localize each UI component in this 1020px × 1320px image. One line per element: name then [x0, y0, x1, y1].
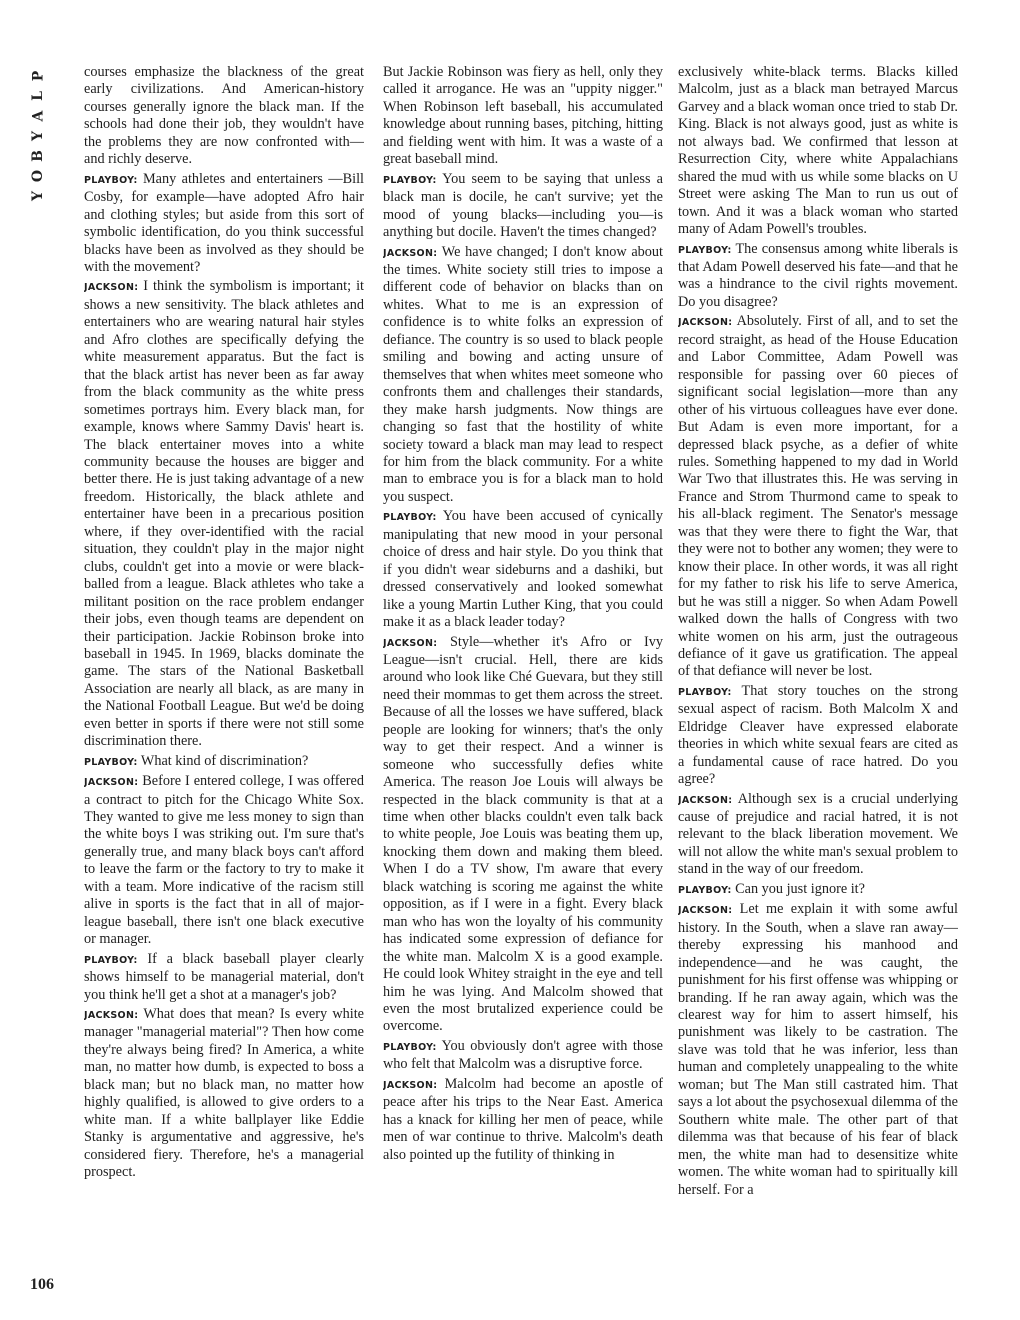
interview-paragraph — [383, 1076, 663, 1164]
paragraph-text: Let me explain it with some awful history. In the South, when a slave ran away—thereby expressing his manhood and independence—and he was caught, the punishment for his first offense was whipping or branding. If he ran away again, which was the clearest way for him to assert himself, his punishment was likely to be castration. The slave was told that he was inferior, less than human and completely unappealing to the white woman; but The Man still castrated him. That says a lot about the psychosexual dilemma of the Southern white male. The other part of that dilemma was that because of his fear of black men, the white man had to desensitize white women. The white woman had to spiritually kill herself. For a — [678, 901, 958, 1198]
paragraph-text: Style—whether it's Afro or Ivy League—isn't crucial. Hell, there are kids around who look like Ché Guevara, but they still need their mommas to get them across the street. Because of all the losses we have suffered, black people are looking for winners; that's the only way to get their respect. And a winner is someone who successfully defies white America. The reason Joe Louis will always be respected in the black community is that at a time when other blacks couldn't even talk back to white people, Joe Louis was beating them up, knocking them down and making them bleed. When I do a TV show, I'm aware that every black watching is scoring me against the white opposition, as if I were in a fight. Every black man who has won the loyalty of his community has indicated some expression of defiance for the white man. Malcolm X is a good example. He could look Whitey straight in the eye and tell him he was lying. And Malcolm showed that even the most brutalized experience could be overcome. — [383, 633, 663, 1035]
paragraph-text: That story touches on the strong sexual aspect of racism. Both Malcolm X and Eldridge Cleaver have expressed elaborate theories in which white sexual fears are cited as a fundamental cause of race hatred. Do you agree? — [678, 682, 958, 788]
playboy-masthead — [26, 66, 56, 206]
speaker-label: JACKSON: — [84, 1010, 139, 1022]
paragraph-text: courses emphasize the blackness of the great early civilizations. And American-history courses generally ignore the black man. If the schools had done their job, they wouldn't have the problems they are now confronted with—and richly deserve. — [84, 64, 364, 168]
speaker-label: PLAYBOY: — [678, 686, 732, 698]
speaker-label: JACKSON: — [383, 637, 438, 649]
speaker-label: PLAYBOY: — [84, 756, 138, 768]
speaker-label: JACKSON: — [383, 1079, 438, 1091]
paragraph-text: We have changed; I don't know about the times. White society still tries to impose a different code of behavior on blacks than on whites. What to me is an expression of confidence is to white folks an expression of defiance. The country is so used to black people smiling and bowing and acting unsure of themselves that when whites meet someone who confronts them and challenges their standards, they make harsh judgments. Now things are changing so fast that the hostility of white society toward a black man may lead to respect for him from the black community. For a white man to embrace you is for a black man to hold you suspect. — [383, 243, 663, 505]
paragraph-text: exclusively white-black terms. Blacks killed Malcolm, just as a black man betrayed Marcus Garvey and a black woman once tried to stab Dr. King. Black is not always good, just as white is not always bad. We confirmed that lesson at Resurrection City, where white Appalachians shared the mud with us while some blacks on U Street were asking The Man to run us out of town. And it was a black woman who started many of Adam Powell's troubles. — [678, 64, 958, 238]
paragraph-text: What kind of discrimination? — [140, 752, 309, 769]
interview-paragraph — [84, 64, 364, 169]
paragraph-text: You seem to be saying that unless a black man is docile, he can't survive; yet the mood of young blacks—including you—is anything but docile. Haven't the times changed? — [383, 170, 663, 241]
speaker-label: JACKSON: — [84, 777, 139, 789]
interview-paragraph — [383, 508, 663, 631]
interview-paragraph — [383, 171, 663, 242]
masthead-letter: L — [30, 91, 46, 101]
speaker-label: PLAYBOY: — [84, 954, 138, 966]
interview-paragraph — [678, 683, 958, 789]
interview-paragraph — [678, 241, 958, 312]
paragraph-text: Before I entered college, I was offered a contract to pitch for the Chicago White Sox. They wanted to give me less money to sign than the white boys I was striking out. I'm sure that's generally true, and many black boys can't afford to leave the farm or the factory to try to make it with a team. More indicative of the racism still alive in sports is the fact that in all of major-league baseball, there isn't one black executive or manager. — [84, 773, 364, 948]
speaker-label: JACKSON: — [383, 247, 438, 259]
paragraph-text: Absolutely. First of all, and to set the record straight, as head of the House Education and Labor Committee, Adam Powell was responsible for passing over 60 pieces of significant social legislation—more than any other of his virtuous colleagues have ever done. But Adam is even more important, for a depressed black psyche, as a defier of white rules. Something happened to my dad in World War Two that illustrates this. He was serving in France and Strom Thurmond came to speak to his all-black regiment. The Senator's message was that they were there to fight the War, that they were not to bother any women; they were to know their place. In other words, it was all right for my father to risk his life to serve America, but he was still a nigger. So when Adam Powell walked down the halls of Congress with two white women on his arm, just the outrageous defiance of it gave us gratification. The appeal of that defiance will never be lost. — [678, 313, 958, 680]
paragraph-text: I think the symbolism is important; it shows a new sensitivity. The black athletes and entertainers who are wearing natural hair styles and Afro clothes are specifically defying the white measurement apparatus. But the fact is that the black artist has never been as far away from the black community as the white press sometimes portrays him. Every black man, for example, knows where Sammy Davis' heart is. The black entertainer moves into a white community because the houses are bigger and better there. He is just taking advantage of a new freedom. Historically, the black athlete and entertainer have been in a precarious position where, if they over-identified with the racial situation, they couldn't play in the major night clubs, couldn't get into a movie or were black-balled from a league. Black athletes who take a militant position on the race problem endanger their jobs, even though teams are dependent on their participation. Jackie Robinson broke into baseball in 1945. In 1969, blacks dominate the game. The stars of the National Basketball Association are nearly all black, as are many in the National Football League. But we'd be doing even better in sports if there were not still some discrimination there. — [84, 278, 364, 750]
speaker-label: PLAYBOY: — [383, 1041, 437, 1053]
speaker-label: JACKSON: — [678, 794, 733, 806]
interview-paragraph — [84, 753, 364, 771]
masthead-letter: A — [30, 110, 46, 122]
interview-paragraph — [678, 881, 958, 899]
interview-paragraph — [678, 313, 958, 681]
interview-paragraph — [678, 901, 958, 1199]
interview-paragraph — [383, 244, 663, 507]
interview-paragraph — [84, 951, 364, 1004]
paragraph-text: You have been accused of cynically manipulating that new mood in your personal choice of dress and hair style. Do you think that if you didn't wear sideburns and a dashiki, but dressed conservatively and looked somewhat like a young Martin Luther King, that you could make it as a black leader today? — [383, 508, 663, 631]
interview-paragraph — [383, 634, 663, 1036]
masthead-letter: P — [30, 70, 46, 82]
masthead-letter: O — [29, 169, 46, 183]
paragraph-text: Can you just ignore it? — [735, 880, 865, 897]
paragraph-text: Many athletes and entertainers —Bill Cosby, for example—have adopted Afro hair and clothing styles; but aside from this sort of symbolic identification, do you think successful blacks have been as involved as they should be with the movement? — [84, 170, 364, 275]
speaker-label: JACKSON: — [678, 905, 733, 917]
masthead-letter: Y — [30, 131, 46, 141]
speaker-label: JACKSON: — [84, 282, 139, 294]
interview-paragraph — [678, 791, 958, 879]
interview-paragraph — [84, 773, 364, 949]
masthead-letter: Y — [30, 191, 46, 201]
interview-paragraph — [383, 64, 663, 169]
paragraph-text: Although sex is a crucial underlying cause of prejudice and racial hatred, it is not relevant to the black liberation movement. We will not allow the white man's sexual problem to stand in the way of our freedom. — [678, 790, 958, 878]
paragraph-text: You obviously don't agree with those who felt that Malcolm was a disruptive force. — [383, 1037, 663, 1073]
page-number: 106 — [30, 1276, 54, 1293]
speaker-label: PLAYBOY: — [84, 174, 138, 186]
interview-paragraph — [84, 171, 364, 277]
paragraph-text: What does that mean? Is every white manager "managerial material"? Then how come they're always being fired? In America, a white man, no matter how dumb, is expected to boss a black man; but no black man, no matter how highly qualified, is allowed to give orders to a white man. If a white ballplayer like Eddie Stanky is argumentative and aggressive, he's considered fiery. Therefore, he's a managerial prospect. — [84, 1006, 364, 1181]
text-column-2 — [383, 64, 663, 1304]
interview-paragraph — [678, 64, 958, 239]
interview-paragraph — [383, 1038, 663, 1074]
paragraph-text: The consensus among white liberals is that Adam Powell deserved his fate—and that he was a hindrance to the civil rights movement. Do you disagree? — [678, 240, 958, 310]
speaker-label: PLAYBOY: — [383, 512, 437, 524]
text-column-1 — [84, 64, 364, 1304]
paragraph-text: If a black baseball player clearly shows himself to be managerial material, don't you think he'll get a shot at a manager's job? — [84, 950, 364, 1003]
paragraph-text: Malcolm had become an apostle of peace after his trips to the Near East. America has a knack for killing her men of peace, while men of war continue to thrive. Malcolm's death also pointed up the futility of thinking in — [383, 1075, 663, 1163]
interview-paragraph — [84, 278, 364, 750]
masthead-letter: B — [30, 150, 46, 162]
paragraph-text: But Jackie Robinson was fiery as hell, only they called it arrogance. He was an "uppity nigger." When Robinson left baseball, his accumulated knowledge about running bases, pitching, hitting and fielding went with him. It was a waste of a great baseball mind. — [383, 64, 663, 168]
speaker-label: JACKSON: — [678, 317, 733, 329]
speaker-label: PLAYBOY: — [383, 174, 437, 186]
speaker-label: PLAYBOY: — [678, 884, 732, 896]
text-column-3 — [678, 64, 958, 1304]
speaker-label: PLAYBOY: — [678, 244, 732, 256]
interview-paragraph — [84, 1006, 364, 1182]
